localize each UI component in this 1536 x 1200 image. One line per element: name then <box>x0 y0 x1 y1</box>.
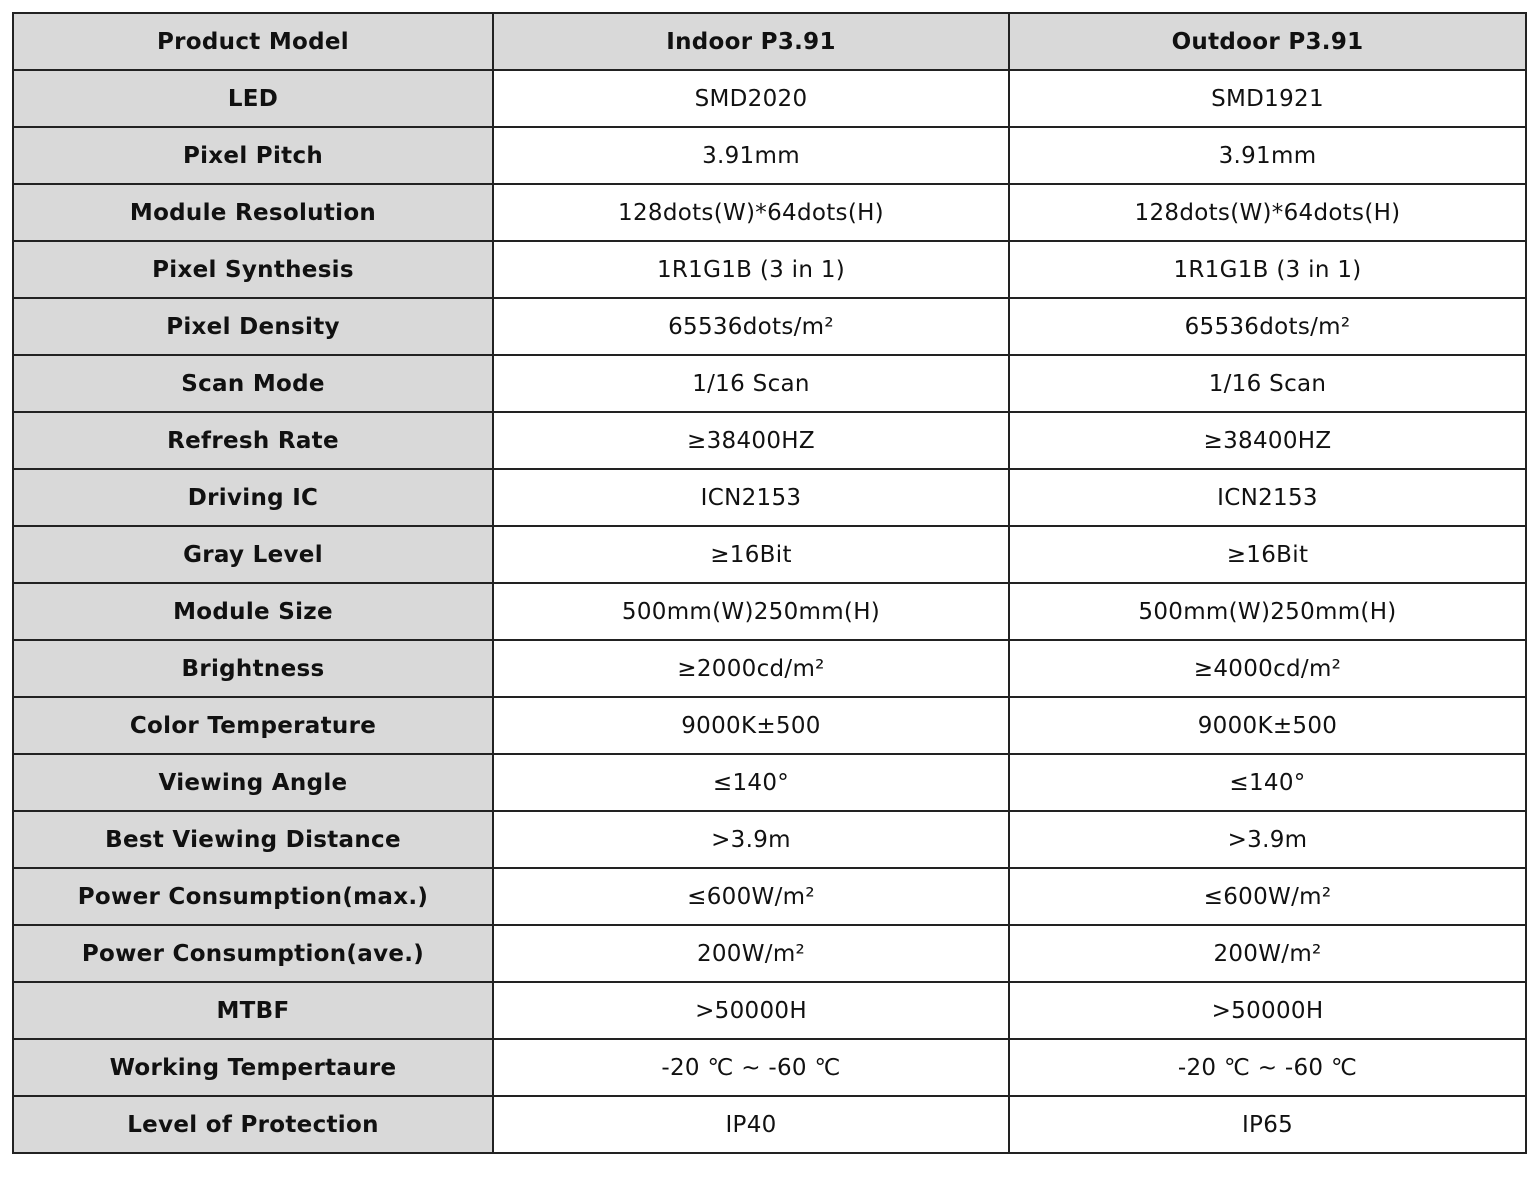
row-label: LED <box>13 70 493 127</box>
spec-table <box>12 12 1527 1154</box>
row-label: Best Viewing Distance <box>13 811 493 868</box>
table-row <box>13 868 1526 925</box>
row-label: Scan Mode <box>13 355 493 412</box>
outdoor-value: ≤600W/m² <box>1009 868 1526 925</box>
outdoor-value: >3.9m <box>1009 811 1526 868</box>
indoor-value: ≤140° <box>493 754 1009 811</box>
indoor-value: ICN2153 <box>493 469 1009 526</box>
outdoor-value: 200W/m² <box>1009 925 1526 982</box>
header-product-model: Product Model <box>13 13 493 70</box>
header-indoor: Indoor P3.91 <box>493 13 1009 70</box>
table-row <box>13 982 1526 1039</box>
row-label: Gray Level <box>13 526 493 583</box>
row-label: Brightness <box>13 640 493 697</box>
row-label: Power Consumption(ave.) <box>13 925 493 982</box>
indoor-value: >3.9m <box>493 811 1009 868</box>
outdoor-value: 1R1G1B (3 in 1) <box>1009 241 1526 298</box>
outdoor-value: 500mm(W)250mm(H) <box>1009 583 1526 640</box>
row-label: Refresh Rate <box>13 412 493 469</box>
table-row <box>13 811 1526 868</box>
table-row <box>13 469 1526 526</box>
outdoor-value: 65536dots/m² <box>1009 298 1526 355</box>
indoor-value: SMD2020 <box>493 70 1009 127</box>
indoor-value: ≥38400HZ <box>493 412 1009 469</box>
table-row <box>13 184 1526 241</box>
row-label: Power Consumption(max.) <box>13 868 493 925</box>
outdoor-value: ≤140° <box>1009 754 1526 811</box>
row-label: Driving IC <box>13 469 493 526</box>
table-row <box>13 526 1526 583</box>
outdoor-value: ≥4000cd/m² <box>1009 640 1526 697</box>
table-row <box>13 241 1526 298</box>
indoor-value: IP40 <box>493 1096 1009 1153</box>
table-row <box>13 1039 1526 1096</box>
outdoor-value: -20 ℃ ~ -60 ℃ <box>1009 1039 1526 1096</box>
indoor-value: 200W/m² <box>493 925 1009 982</box>
indoor-value: 3.91mm <box>493 127 1009 184</box>
table-row <box>13 298 1526 355</box>
table-row <box>13 697 1526 754</box>
row-label: Working Tempertaure <box>13 1039 493 1096</box>
outdoor-value: 128dots(W)*64dots(H) <box>1009 184 1526 241</box>
outdoor-value: 3.91mm <box>1009 127 1526 184</box>
indoor-value: 9000K±500 <box>493 697 1009 754</box>
header-row <box>13 13 1526 70</box>
table-row <box>13 640 1526 697</box>
indoor-value: ≥2000cd/m² <box>493 640 1009 697</box>
table-row <box>13 127 1526 184</box>
row-label: Module Resolution <box>13 184 493 241</box>
indoor-value: 500mm(W)250mm(H) <box>493 583 1009 640</box>
table-row <box>13 1096 1526 1153</box>
outdoor-value: ≥16Bit <box>1009 526 1526 583</box>
outdoor-value: IP65 <box>1009 1096 1526 1153</box>
outdoor-value: >50000H <box>1009 982 1526 1039</box>
indoor-value: 65536dots/m² <box>493 298 1009 355</box>
indoor-value: >50000H <box>493 982 1009 1039</box>
outdoor-value: ICN2153 <box>1009 469 1526 526</box>
indoor-value: 128dots(W)*64dots(H) <box>493 184 1009 241</box>
table-row <box>13 925 1526 982</box>
indoor-value: 1R1G1B (3 in 1) <box>493 241 1009 298</box>
row-label: Module Size <box>13 583 493 640</box>
table-row <box>13 583 1526 640</box>
outdoor-value: 9000K±500 <box>1009 697 1526 754</box>
row-label: MTBF <box>13 982 493 1039</box>
outdoor-value: ≥38400HZ <box>1009 412 1526 469</box>
indoor-value: -20 ℃ ~ -60 ℃ <box>493 1039 1009 1096</box>
table-row <box>13 355 1526 412</box>
spec-body <box>13 70 1526 1153</box>
indoor-value: ≥16Bit <box>493 526 1009 583</box>
table-row <box>13 70 1526 127</box>
outdoor-value: SMD1921 <box>1009 70 1526 127</box>
row-label: Color Temperature <box>13 697 493 754</box>
table-row <box>13 754 1526 811</box>
row-label: Level of Protection <box>13 1096 493 1153</box>
row-label: Pixel Density <box>13 298 493 355</box>
indoor-value: ≤600W/m² <box>493 868 1009 925</box>
row-label: Pixel Synthesis <box>13 241 493 298</box>
row-label: Viewing Angle <box>13 754 493 811</box>
indoor-value: 1/16 Scan <box>493 355 1009 412</box>
table-row <box>13 412 1526 469</box>
header-outdoor: Outdoor P3.91 <box>1009 13 1526 70</box>
row-label: Pixel Pitch <box>13 127 493 184</box>
outdoor-value: 1/16 Scan <box>1009 355 1526 412</box>
